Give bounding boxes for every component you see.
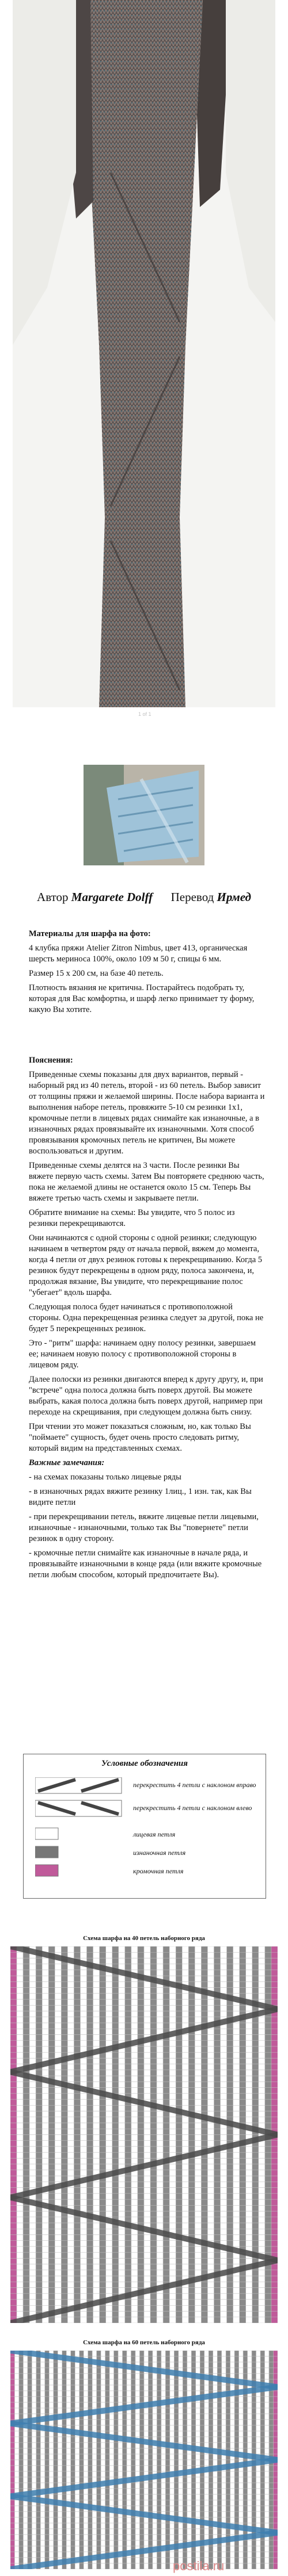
legend-symbols [35,1777,127,1892]
legend-box [23,1754,266,1899]
watermark: postila.ru [173,2559,225,2573]
explanation-p2: Приведенные схемы делятся на 3 части. После резинки Вы вяжете первую часть схемы. Затем Вы повторяете среднюю часть, пока не желаемой длины не останется около 15 см. Теперь Вы вяжете третью часть схемы и закрываете петли. [29,1161,264,1203]
translator-name: Ирмед [217,890,251,904]
note-3: - при перекрещивании петель, вяжите лицевые петли лицевыми, изнаночные - изнаночными, только так Вы "повернете" петли резинок в одну сторону. [29,1512,259,1543]
explanation-p4: Они начинаются с одной стороны с одной резинки; следующую начинаем в четвертом ряду от начала первой, вяжем до момента, когда 4 петли от двух резинок готовы к перекрещиванию. Когда 5 резинок будут перекрещены в одном ряду, полоса закончена, и, продолжая вязание, Вы увидите, что перекрещивание полос "убегает" вдоль шарфа. [29,1233,263,1297]
chart2 [10,2351,278,2569]
explanations-title: Пояснения: [29,1056,73,1065]
explanation-p8: При чтении это может показаться сложным, но, как только Вы "поймаете" сущность, будет очень просто следовать ритму, который видим на представленных схемах. [29,1422,251,1453]
author-label: Автор [37,890,69,904]
legend-item-cross-right: перекрестить 4 петли с наклоном вправо [133,1781,256,1789]
credit-line [0,890,288,904]
chart2-title: Схема шарфа на 60 петель наборного ряда [83,2339,205,2346]
legend-item-purl: изнаночная петля [133,1849,186,1857]
legend-item-knit: лицевая петля [133,1830,176,1838]
page-marker: 1 of 1 [138,711,151,717]
scarf-photo-detail [84,765,204,865]
materials-yarn: 4 клубка пряжи Atelier Zitron Nimbus, цвет 413, органическая шерсть мериноса 100%, около 109 м 50 г, спицы 6 мм. [29,944,248,964]
explanation-p6: Это - "ритм" шарфа: начинаем одну полосу резинки, завершаем ее; начинаем новую полосу с противоположной стороны в лицевом ряду. [29,1339,256,1370]
explanation-p3: Обратите внимание на схемы: Вы увидите, что 5 полос из резинки перекрещиваются. [29,1208,235,1228]
materials-size: Размер 15 х 200 см, на базе 40 петель. [29,969,164,978]
note-1: - на схемах показаны только лицевые ряды [29,1473,181,1482]
translator-label: Перевод [170,890,214,904]
legend-item-cross-left: перекрестить 4 петли с наклоном влево [133,1804,252,1812]
explanation-p7: Далее полоски из резинки двигаются вперед к другу другу, и, при "встрече" одна полоса должна быть поверх другой. Вы можете выбрать, какая полоса должна быть поверх другой, например при переходе на скрещивания, при следующем должна быть снизу. [29,1375,263,1417]
explanations-section [29,1055,265,1584]
materials-section [29,929,265,1019]
chart1 [10,1946,278,2323]
explanation-p1: Приведенные схемы показаны для двух вариантов, первый - наборный ряд из 40 петель, второй - из 60 петель. Выбор зависит от толщины пряжи и желаемой ширины. После набора варианта и выполнения наборе петель, провяжите 5-10 см резинки 1x1, кромочные петли в лицевых рядах снимайте как изнаночные, а в изнаночных рядах провязывайте их изнаночными. Хотя способ провязывания кромочных петель не критичен, Вы можете воспользоваться и другим. [29,1070,265,1156]
legend-title: Условные обозначения [101,1759,188,1768]
notes-title: Важные замечания: [29,1458,105,1467]
materials-title: Материалы для шарфа на фото: [29,929,151,938]
chart1-title: Схема шарфа на 40 петель наборного ряда [83,1935,205,1942]
author-name: Margarete Dolff [71,890,153,904]
note-4: - кромочные петли снимайте как изнаночные в начале ряда, и провязывайте изнаночными в конце ряда (или вяжите кромочные петли любым способом, который предпочитаете Вы). [29,1548,262,1580]
materials-density: Плотность вязания не критична. Постарайтесь подобрать ту, которая для Вас комфортна, и шарф легко принимает ту форму, какую Вы хотите. [29,983,255,1014]
explanation-p5: Следующая полоса будет начинаться с противоположной стороны. Одна перекрещенная резинка следует за другой, пока не будет 5 перекрещенных резинок. [29,1302,264,1333]
scarf-photo [13,0,275,707]
legend-item-edge: кромочная петля [133,1867,184,1875]
note-2: - в изнаночных рядах вяжите резинку 1лиц., 1 изн. так, как Вы видите петли [29,1487,252,1507]
